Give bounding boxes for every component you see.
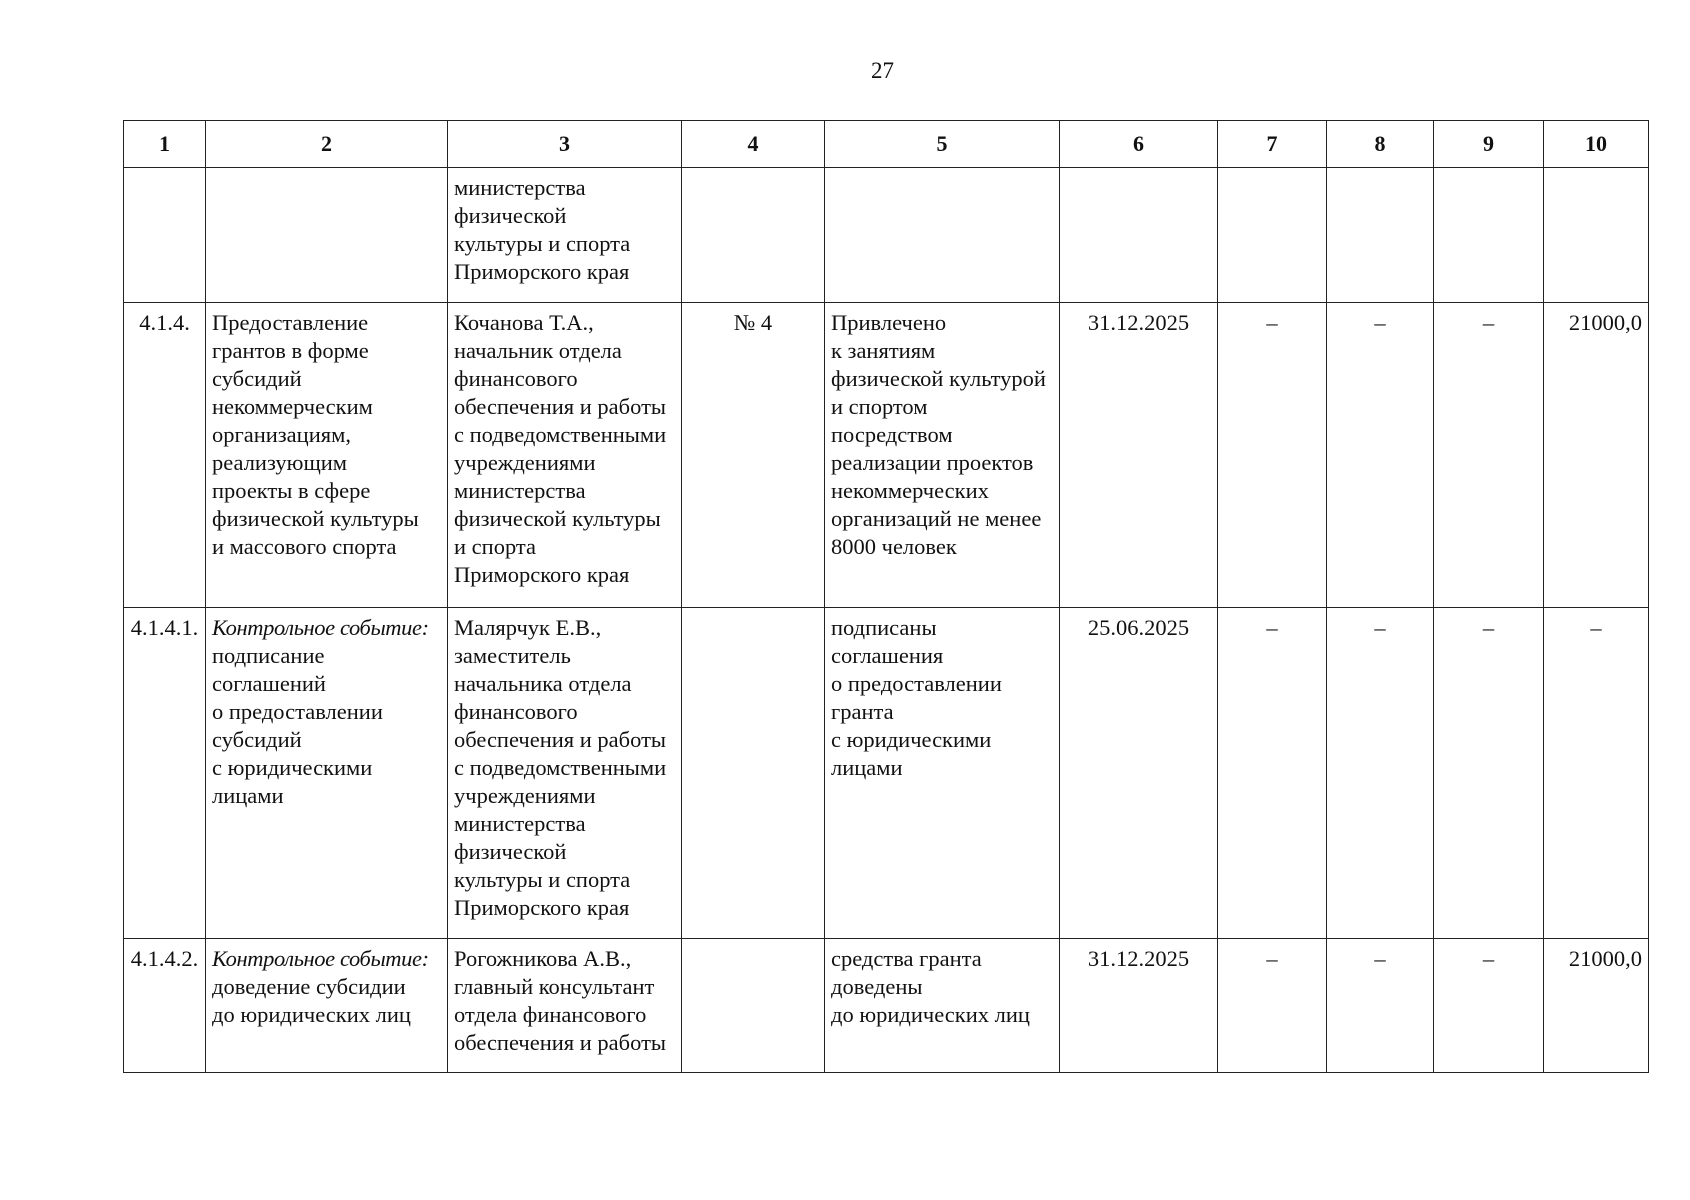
responsible-line: учреждениями bbox=[454, 450, 596, 475]
event-name-line: субсидий bbox=[212, 727, 302, 752]
table-row bbox=[124, 168, 1649, 303]
column-header: 3 bbox=[448, 121, 682, 168]
event-name-line: Предоставление bbox=[212, 310, 369, 335]
result-line: с юридическими bbox=[831, 727, 992, 752]
responsible-line: Приморского края bbox=[454, 562, 630, 587]
responsible-line: культуры и спорта bbox=[454, 867, 631, 892]
result-line: физической культурой bbox=[831, 366, 1046, 391]
event-name-line: подписание bbox=[212, 643, 325, 668]
result-line: соглашения bbox=[831, 643, 944, 668]
event-name-line: субсидий bbox=[212, 366, 302, 391]
event-name-cell bbox=[206, 303, 448, 608]
column-header: 7 bbox=[1218, 121, 1327, 168]
responsible-cell bbox=[448, 939, 682, 1073]
row-number-cell: 4.1.4.2. bbox=[124, 939, 206, 1073]
responsible-line: министерства bbox=[454, 811, 586, 836]
value-cell bbox=[1434, 168, 1544, 303]
event-name-line: реализующим bbox=[212, 450, 348, 475]
responsible-line: физической культуры bbox=[454, 506, 661, 531]
event-name-line: до юридических лиц bbox=[212, 1002, 411, 1027]
row-number-cell: 4.1.4.1. bbox=[124, 608, 206, 939]
responsible-cell bbox=[448, 608, 682, 939]
responsible-line: главный консультант bbox=[454, 974, 655, 999]
column-header: 10 bbox=[1544, 121, 1649, 168]
responsible-line: обеспечения и работы bbox=[454, 727, 667, 752]
event-name-line: проекты в сфере bbox=[212, 478, 371, 503]
result-line: Привлечено bbox=[831, 310, 947, 335]
column-header: 6 bbox=[1060, 121, 1218, 168]
value-cell: – bbox=[1327, 939, 1434, 1073]
responsible-line: начальника отдела bbox=[454, 671, 632, 696]
responsible-line: культуры и спорта bbox=[454, 231, 631, 256]
value-cell: – bbox=[1434, 939, 1544, 1073]
column-header: 1 bbox=[124, 121, 206, 168]
event-name-cell bbox=[206, 608, 448, 939]
responsible-cell bbox=[448, 303, 682, 608]
result-line: средства гранта bbox=[831, 946, 982, 971]
event-name-line: физической культуры bbox=[212, 506, 419, 531]
value-cell: – bbox=[1327, 303, 1434, 608]
result-cell bbox=[825, 939, 1060, 1073]
event-name-line: грантов в форме bbox=[212, 338, 369, 363]
plan-table bbox=[123, 120, 1649, 1073]
event-name-cell bbox=[206, 939, 448, 1073]
indicator-number-cell bbox=[682, 939, 825, 1073]
control-event-label: Контрольное событие: bbox=[212, 615, 429, 640]
result-cell bbox=[825, 303, 1060, 608]
result-line: доведены bbox=[831, 974, 923, 999]
value-cell: – bbox=[1434, 608, 1544, 939]
value-cell: – bbox=[1218, 303, 1327, 608]
column-header: 9 bbox=[1434, 121, 1544, 168]
value-cell bbox=[1327, 168, 1434, 303]
deadline-cell: 25.06.2025 bbox=[1060, 608, 1218, 939]
responsible-line: финансового bbox=[454, 366, 578, 391]
value-cell: – bbox=[1544, 608, 1649, 939]
row-number-cell bbox=[124, 168, 206, 303]
responsible-cell bbox=[448, 168, 682, 303]
responsible-line: финансового bbox=[454, 699, 578, 724]
responsible-line: с подведомственными bbox=[454, 755, 667, 780]
value-cell: – bbox=[1218, 608, 1327, 939]
deadline-cell bbox=[1060, 168, 1218, 303]
event-name-line: соглашений bbox=[212, 671, 326, 696]
column-header: 4 bbox=[682, 121, 825, 168]
result-line: до юридических лиц bbox=[831, 1002, 1030, 1027]
indicator-number-cell: № 4 bbox=[682, 303, 825, 608]
value-cell: – bbox=[1218, 939, 1327, 1073]
result-line: о предоставлении bbox=[831, 671, 1002, 696]
responsible-line: Кочанова Т.А., bbox=[454, 310, 594, 335]
deadline-cell: 31.12.2025 bbox=[1060, 939, 1218, 1073]
value-cell bbox=[1544, 168, 1649, 303]
result-line: к занятиям bbox=[831, 338, 936, 363]
column-header: 8 bbox=[1327, 121, 1434, 168]
result-line: лицами bbox=[831, 755, 903, 780]
responsible-line: отдела финансового bbox=[454, 1002, 647, 1027]
event-name-line: доведение субсидии bbox=[212, 974, 406, 999]
responsible-line: начальник отдела bbox=[454, 338, 622, 363]
responsible-line: обеспечения и работы bbox=[454, 394, 667, 419]
event-name-line: некоммерческим bbox=[212, 394, 373, 419]
responsible-line: физической bbox=[454, 203, 567, 228]
column-header: 5 bbox=[825, 121, 1060, 168]
event-name-line: лицами bbox=[212, 783, 284, 808]
responsible-line: Приморского края bbox=[454, 895, 630, 920]
result-cell bbox=[825, 608, 1060, 939]
result-line: посредством bbox=[831, 422, 953, 447]
responsible-line: министерства bbox=[454, 478, 586, 503]
table-row bbox=[124, 939, 1649, 1073]
value-cell: 21000,0 bbox=[1544, 939, 1649, 1073]
responsible-line: Малярчук Е.В., bbox=[454, 615, 602, 640]
responsible-line: Приморского края bbox=[454, 259, 630, 284]
deadline-cell: 31.12.2025 bbox=[1060, 303, 1218, 608]
result-line: гранта bbox=[831, 699, 894, 724]
header-row bbox=[124, 121, 1649, 168]
event-name-line: с юридическими bbox=[212, 755, 373, 780]
event-name-cell bbox=[206, 168, 448, 303]
row-number-cell: 4.1.4. bbox=[124, 303, 206, 608]
indicator-number-cell bbox=[682, 168, 825, 303]
value-cell: – bbox=[1434, 303, 1544, 608]
responsible-line: и спорта bbox=[454, 534, 536, 559]
responsible-line: учреждениями bbox=[454, 783, 596, 808]
responsible-line: заместитель bbox=[454, 643, 571, 668]
result-line: организаций не менее bbox=[831, 506, 1042, 531]
result-line: подписаны bbox=[831, 615, 937, 640]
result-line: 8000 человек bbox=[831, 534, 957, 559]
control-event-label: Контрольное событие: bbox=[212, 946, 429, 971]
value-cell: – bbox=[1327, 608, 1434, 939]
responsible-line: обеспечения и работы bbox=[454, 1030, 667, 1055]
event-name-line: и массового спорта bbox=[212, 534, 397, 559]
responsible-line: с подведомственными bbox=[454, 422, 667, 447]
event-name-line: о предоставлении bbox=[212, 699, 383, 724]
table-row bbox=[124, 303, 1649, 608]
value-cell bbox=[1218, 168, 1327, 303]
result-cell bbox=[825, 168, 1060, 303]
column-header: 2 bbox=[206, 121, 448, 168]
event-name-line: организациям, bbox=[212, 422, 351, 447]
responsible-line: физической bbox=[454, 839, 567, 864]
result-line: некоммерческих bbox=[831, 478, 989, 503]
value-cell: 21000,0 bbox=[1544, 303, 1649, 608]
indicator-number-cell bbox=[682, 608, 825, 939]
result-line: и спортом bbox=[831, 394, 928, 419]
result-line: реализации проектов bbox=[831, 450, 1034, 475]
responsible-line: министерства bbox=[454, 175, 586, 200]
page-number: 27 bbox=[871, 58, 894, 83]
responsible-line: Рогожникова А.В., bbox=[454, 946, 632, 971]
table-row bbox=[124, 608, 1649, 939]
